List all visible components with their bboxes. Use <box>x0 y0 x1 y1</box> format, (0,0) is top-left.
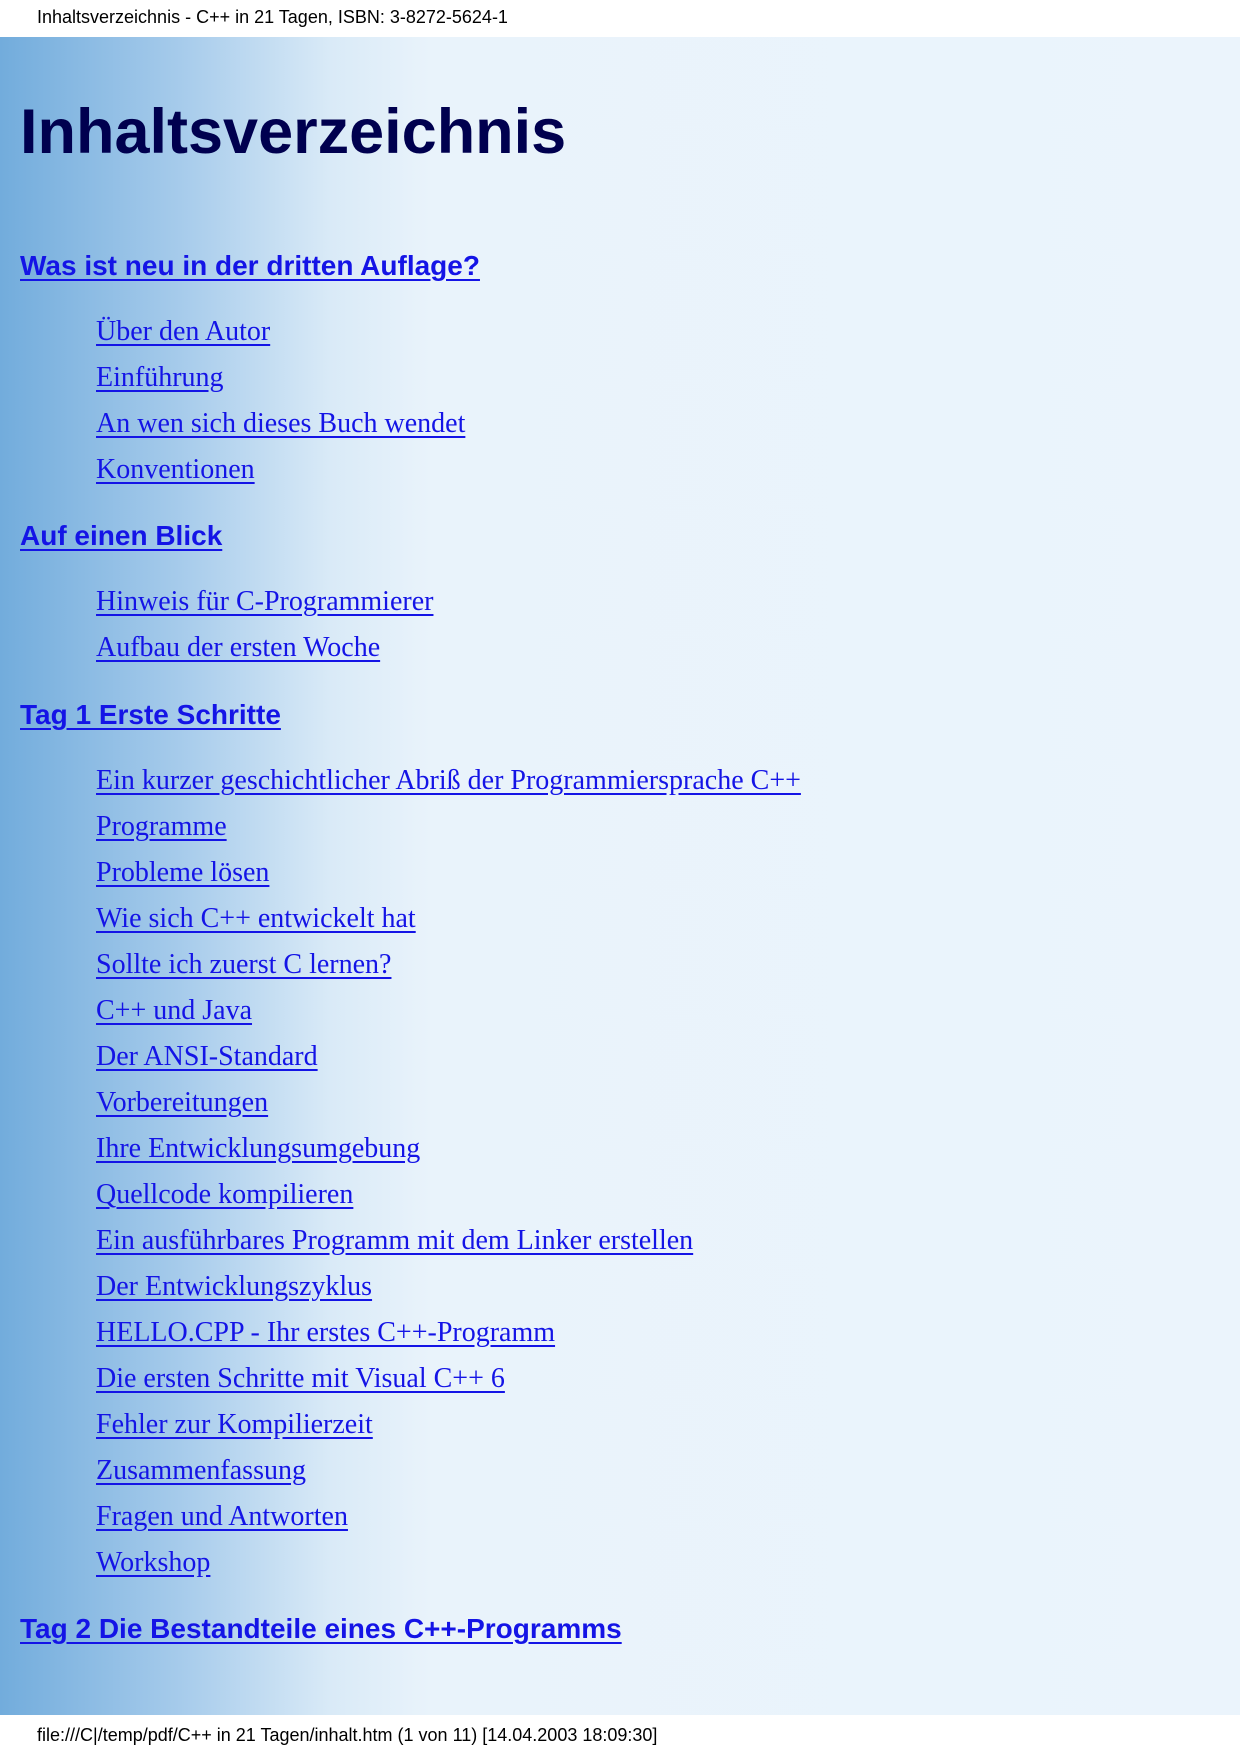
toc-link-aufbau-erste-woche[interactable]: Aufbau der ersten Woche <box>96 632 381 663</box>
toc-link-konventionen[interactable]: Konventionen <box>96 454 255 485</box>
section-link-tag-1[interactable]: Tag 1 Erste Schritte <box>20 699 281 730</box>
section-link-auf-einen-blick[interactable]: Auf einen Blick <box>20 520 223 551</box>
toc-link-ueber-den-autor[interactable]: Über den Autor <box>96 316 271 347</box>
toc-link-zusammenfassung[interactable]: Zusammenfassung <box>96 1455 306 1486</box>
page-title: Inhaltsverzeichnis <box>20 97 567 167</box>
toc-link-visual-cpp[interactable]: Die ersten Schritte mit Visual C++ 6 <box>96 1363 505 1394</box>
toc-link-fragen-antworten[interactable]: Fragen und Antworten <box>96 1501 348 1532</box>
toc-link-fehler-kompilierzeit[interactable]: Fehler zur Kompilierzeit <box>96 1409 373 1440</box>
section-link-was-ist-neu[interactable]: Was ist neu in der dritten Auflage? <box>20 250 480 281</box>
section-link-tag-2[interactable]: Tag 2 Die Bestandteile eines C++-Programms <box>20 1613 622 1644</box>
toc-link-cpp-und-java[interactable]: C++ und Java <box>96 995 253 1026</box>
toc-link-vorbereitungen[interactable]: Vorbereitungen <box>96 1087 269 1118</box>
toc-link-entwicklungszyklus[interactable]: Der Entwicklungszyklus <box>96 1271 373 1302</box>
toc-link-ansi-standard[interactable]: Der ANSI-Standard <box>96 1041 318 1072</box>
toc-link-entwicklungsumgebung[interactable]: Ihre Entwicklungsumgebung <box>96 1133 421 1164</box>
toc-link-an-wen[interactable]: An wen sich dieses Buch wendet <box>96 408 466 439</box>
toc-link-hello-cpp[interactable]: HELLO.CPP - Ihr erstes C++-Programm <box>96 1317 556 1348</box>
toc-link-programme[interactable]: Programme <box>96 811 227 842</box>
page-header <box>0 0 1240 37</box>
toc-link-quellcode-kompilieren[interactable]: Quellcode kompilieren <box>96 1179 354 1210</box>
toc-link-workshop[interactable]: Workshop <box>96 1547 211 1578</box>
toc-link-probleme-loesen[interactable]: Probleme lösen <box>96 857 270 888</box>
toc-link-zuerst-c-lernen[interactable]: Sollte ich zuerst C lernen? <box>96 949 392 980</box>
footer-path: file:///C|/temp/pdf/C++ in 21 Tagen/inhalt.htm (1 von 11) [14.04.2003 18:09:30] <box>37 1725 658 1745</box>
toc-link-linker[interactable]: Ein ausführbares Programm mit dem Linker erstellen <box>96 1225 694 1256</box>
page-footer <box>0 1715 1240 1755</box>
header-title: Inhaltsverzeichnis - C++ in 21 Tagen, ISBN: 3-8272-5624-1 <box>37 7 508 27</box>
toc-link-geschichtlicher-abriss[interactable]: Ein kurzer geschichtlicher Abriß der Programmiersprache C++ <box>96 765 801 796</box>
toc-link-hinweis-c-programmierer[interactable]: Hinweis für C-Programmierer <box>96 586 434 617</box>
toc-link-cpp-entwickelt[interactable]: Wie sich C++ entwickelt hat <box>96 903 416 934</box>
toc-link-einfuehrung[interactable]: Einführung <box>96 362 224 393</box>
